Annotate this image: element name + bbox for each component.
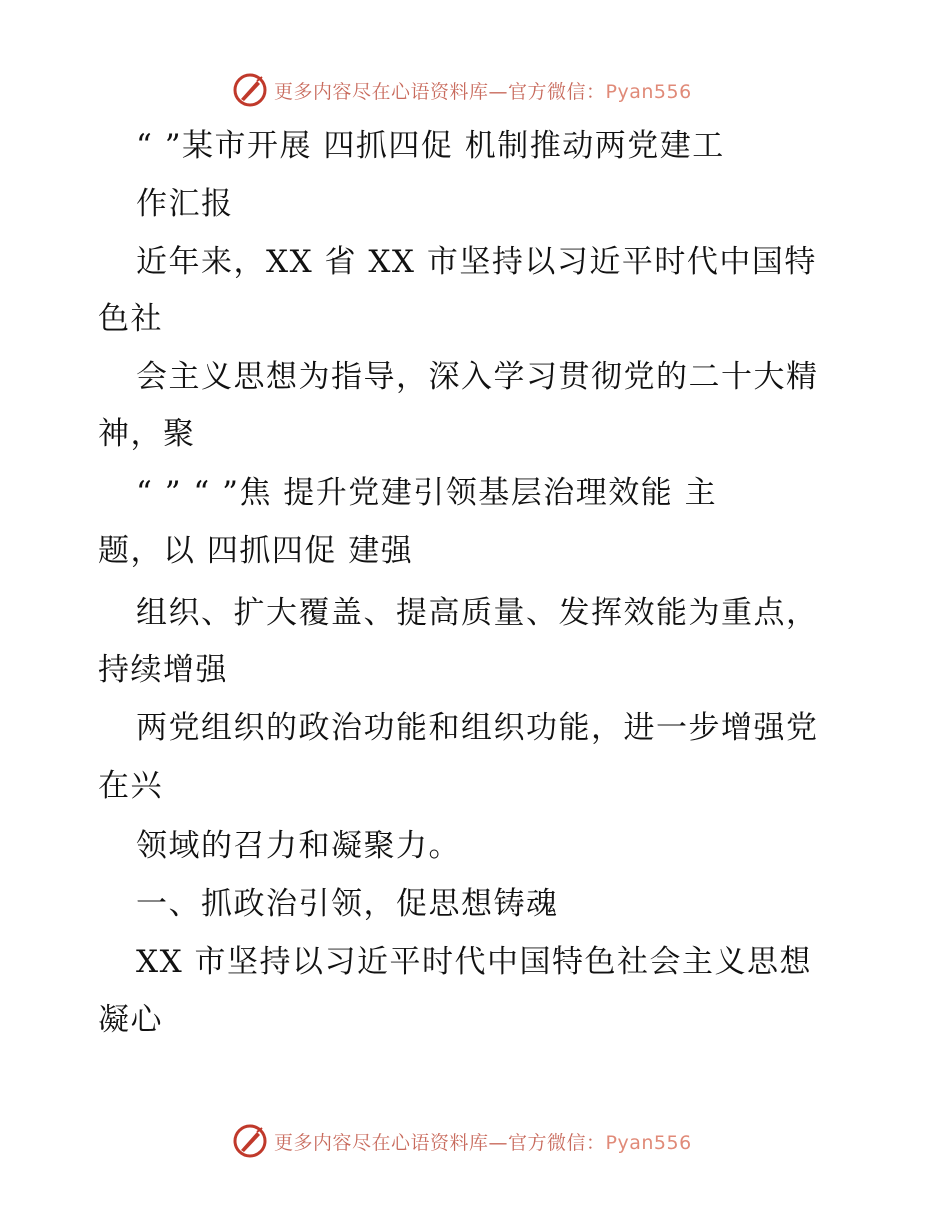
- doc-line: 近年来，XX 省 XX 市坚持以习近平时代中国特: [136, 244, 817, 280]
- quill-pen-logo-icon: [232, 72, 268, 108]
- doc-line: 色社: [98, 301, 163, 337]
- doc-line: 领域的召力和凝聚力。: [136, 828, 461, 864]
- doc-line: 在兴: [98, 768, 163, 804]
- doc-title-line-2: 作汇报: [136, 186, 234, 222]
- doc-line: 会主义思想为指导，深入学习贯彻党的二十大精: [136, 359, 819, 395]
- doc-title-line-1: “ ”某市开展 四抓四促 机制推动两党建工: [136, 128, 725, 164]
- doc-line: 题，以 四抓四促 建强: [98, 533, 414, 569]
- quill-pen-logo-icon: [232, 1123, 268, 1159]
- doc-line: 两党组织的政治功能和组织功能，进一步增强党: [136, 710, 819, 746]
- doc-line: 凝心: [98, 1002, 163, 1038]
- watermark-footer: [232, 1121, 692, 1161]
- watermark-text: 更多内容尽在心语资料库—官方微信：Pyan556: [274, 1131, 692, 1154]
- watermark-header: [232, 70, 692, 110]
- doc-line: 持续增强: [98, 652, 228, 688]
- doc-line: “ ” “ ”焦 提升党建引领基层治理效能 主: [136, 475, 718, 511]
- watermark-text: 更多内容尽在心语资料库—官方微信：Pyan556: [274, 80, 692, 103]
- doc-line: 神，聚: [98, 416, 196, 452]
- doc-section-heading: 一、抓政治引领，促思想铸魂: [136, 886, 559, 922]
- doc-line: 组织、扩大覆盖、提高质量、发挥效能为重点，: [136, 595, 819, 631]
- doc-line: XX 市坚持以习近平时代中国特色社会主义思想: [136, 944, 812, 980]
